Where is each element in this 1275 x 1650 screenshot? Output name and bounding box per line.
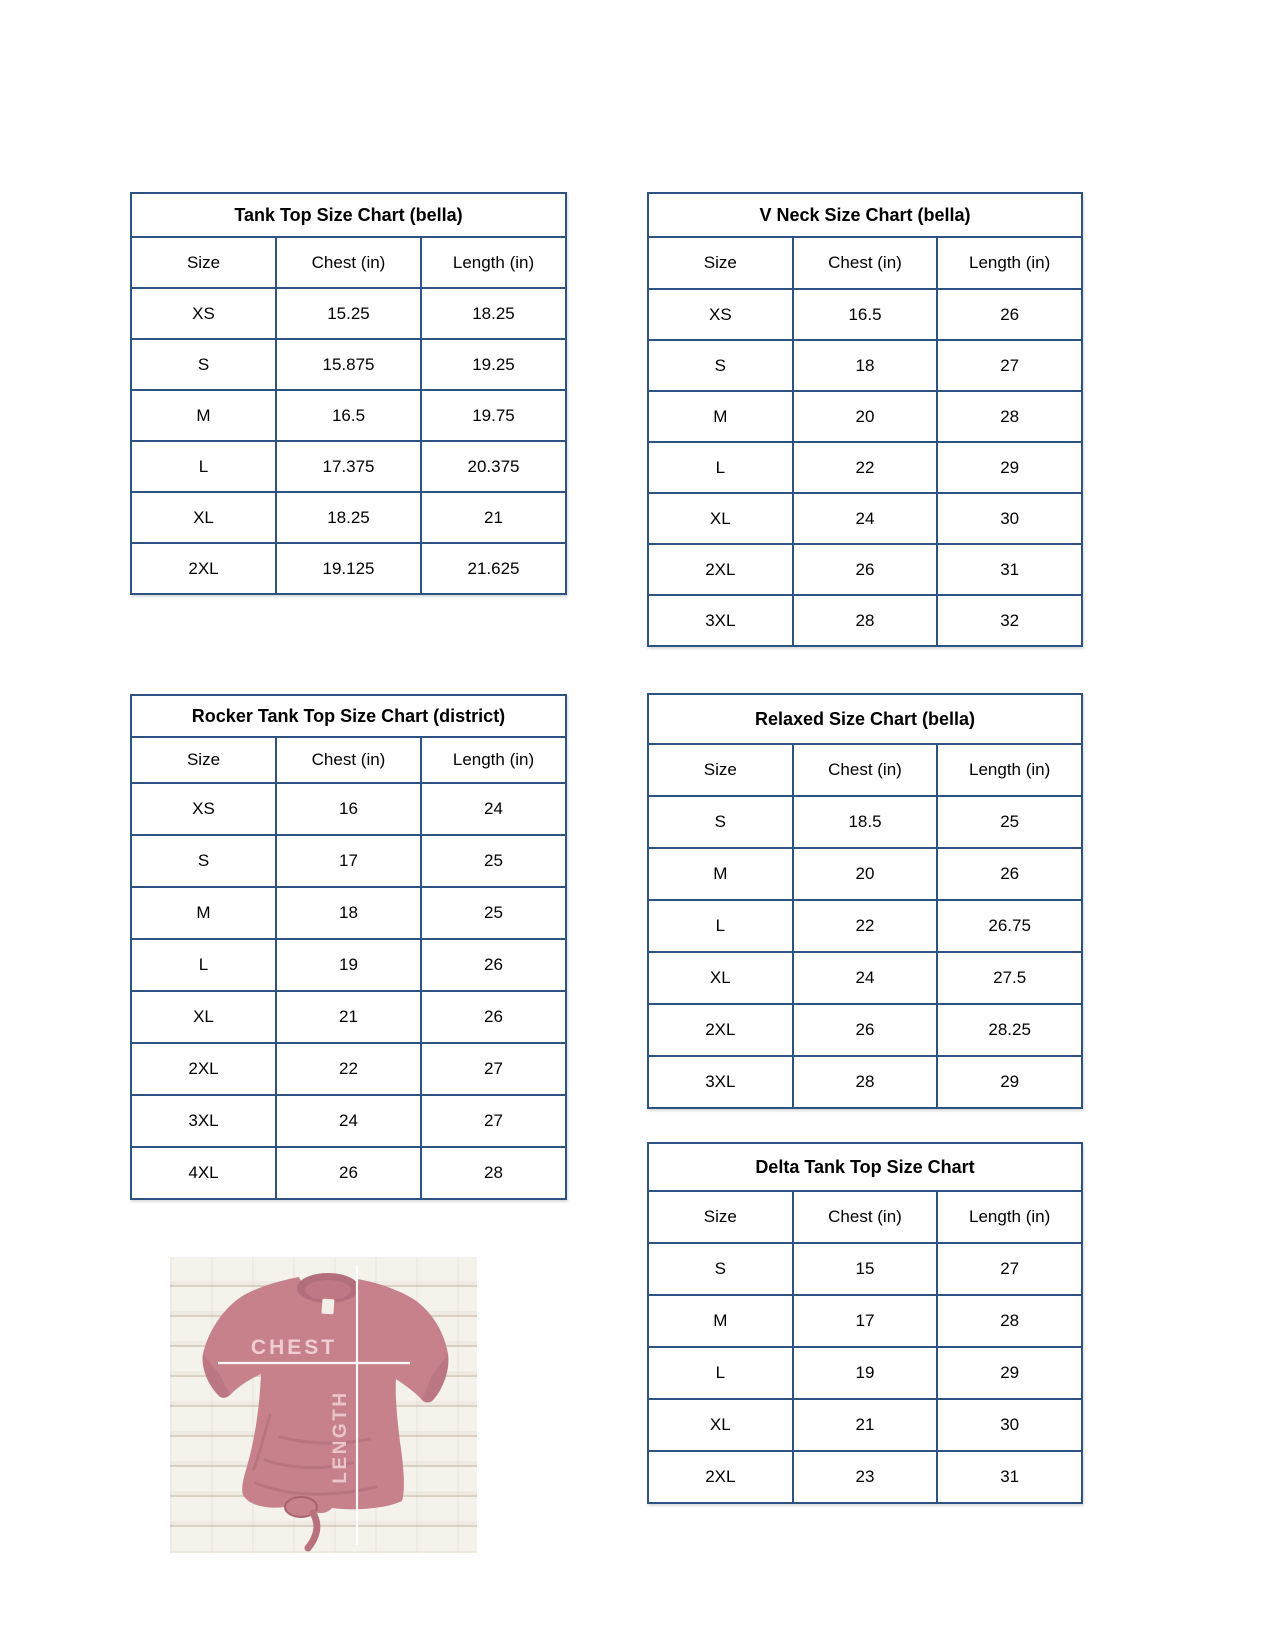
table-row bbox=[131, 887, 566, 939]
length-cell: 31 bbox=[937, 1451, 1082, 1503]
table-title: Relaxed Size Chart (bella) bbox=[648, 694, 1082, 744]
length-cell: 29 bbox=[937, 1347, 1082, 1399]
size-cell: 3XL bbox=[131, 1095, 276, 1147]
length-cell: 24 bbox=[421, 783, 566, 835]
table-row bbox=[131, 1043, 566, 1095]
size-cell: L bbox=[131, 939, 276, 991]
column-header-length: Length (in) bbox=[421, 737, 566, 783]
table-row bbox=[648, 1056, 1082, 1108]
length-cell: 25 bbox=[421, 835, 566, 887]
chest-cell: 19 bbox=[276, 939, 421, 991]
size-cell: M bbox=[131, 390, 276, 441]
size-cell: L bbox=[131, 441, 276, 492]
length-cell: 26 bbox=[937, 848, 1082, 900]
tshirt-illustration bbox=[170, 1257, 477, 1553]
column-header-size: Size bbox=[131, 237, 276, 288]
size-cell: M bbox=[131, 887, 276, 939]
column-header-chest: Chest (in) bbox=[793, 744, 938, 796]
chest-cell: 19.125 bbox=[276, 543, 421, 594]
table-row bbox=[648, 952, 1082, 1004]
table-row bbox=[648, 493, 1082, 544]
chest-cell: 26 bbox=[276, 1147, 421, 1199]
length-cell: 28.25 bbox=[937, 1004, 1082, 1056]
chest-cell: 18.25 bbox=[276, 492, 421, 543]
table-rocker-tank-district bbox=[130, 694, 567, 1200]
table-row bbox=[648, 848, 1082, 900]
size-cell: 3XL bbox=[648, 595, 793, 646]
chest-cell: 22 bbox=[793, 442, 938, 493]
column-header-chest: Chest (in) bbox=[793, 237, 938, 289]
chest-cell: 15.25 bbox=[276, 288, 421, 339]
size-cell: M bbox=[648, 1295, 793, 1347]
table-row bbox=[648, 544, 1082, 595]
size-cell: 2XL bbox=[648, 1004, 793, 1056]
chest-cell: 24 bbox=[793, 493, 938, 544]
column-header-size: Size bbox=[648, 1191, 793, 1243]
size-cell: XS bbox=[131, 288, 276, 339]
length-cell: 29 bbox=[937, 442, 1082, 493]
length-cell: 31 bbox=[937, 544, 1082, 595]
table-row bbox=[648, 1451, 1082, 1503]
length-cell: 27 bbox=[421, 1043, 566, 1095]
table-row bbox=[648, 1004, 1082, 1056]
chest-cell: 21 bbox=[793, 1399, 938, 1451]
size-cell: 4XL bbox=[131, 1147, 276, 1199]
length-cell: 21 bbox=[421, 492, 566, 543]
column-header-length: Length (in) bbox=[937, 237, 1082, 289]
length-cell: 27 bbox=[937, 340, 1082, 391]
column-header-size: Size bbox=[648, 237, 793, 289]
size-table bbox=[647, 693, 1083, 1109]
chest-cell: 22 bbox=[793, 900, 938, 952]
table-row bbox=[648, 340, 1082, 391]
column-header-chest: Chest (in) bbox=[276, 737, 421, 783]
length-cell: 27 bbox=[937, 1243, 1082, 1295]
size-cell: L bbox=[648, 900, 793, 952]
table-row bbox=[131, 1147, 566, 1199]
column-header-chest: Chest (in) bbox=[793, 1191, 938, 1243]
size-table bbox=[647, 192, 1083, 647]
size-cell: S bbox=[648, 796, 793, 848]
size-cell: 3XL bbox=[648, 1056, 793, 1108]
table-title: V Neck Size Chart (bella) bbox=[648, 193, 1082, 237]
chest-cell: 26 bbox=[793, 544, 938, 595]
length-cell: 18.25 bbox=[421, 288, 566, 339]
length-cell: 26 bbox=[937, 289, 1082, 340]
table-row bbox=[131, 783, 566, 835]
table-row bbox=[131, 543, 566, 594]
chest-cell: 24 bbox=[276, 1095, 421, 1147]
length-cell: 27 bbox=[421, 1095, 566, 1147]
chest-cell: 24 bbox=[793, 952, 938, 1004]
size-cell: XS bbox=[131, 783, 276, 835]
size-table bbox=[130, 694, 567, 1200]
size-cell: XL bbox=[131, 991, 276, 1043]
size-table bbox=[130, 192, 567, 595]
size-cell: S bbox=[648, 340, 793, 391]
length-cell: 25 bbox=[421, 887, 566, 939]
column-header-length: Length (in) bbox=[421, 237, 566, 288]
tshirt-neck-label bbox=[321, 1299, 334, 1315]
length-cell: 27.5 bbox=[937, 952, 1082, 1004]
size-cell: S bbox=[648, 1243, 793, 1295]
chest-cell: 20 bbox=[793, 391, 938, 442]
length-cell: 26 bbox=[421, 939, 566, 991]
table-row bbox=[131, 390, 566, 441]
chest-cell: 15.875 bbox=[276, 339, 421, 390]
size-cell: M bbox=[648, 391, 793, 442]
table-row bbox=[131, 939, 566, 991]
size-cell: M bbox=[648, 848, 793, 900]
chest-cell: 17.375 bbox=[276, 441, 421, 492]
length-cell: 25 bbox=[937, 796, 1082, 848]
size-cell: XL bbox=[131, 492, 276, 543]
chest-cell: 28 bbox=[793, 1056, 938, 1108]
length-cell: 19.75 bbox=[421, 390, 566, 441]
size-cell: 2XL bbox=[131, 1043, 276, 1095]
table-row bbox=[131, 991, 566, 1043]
chest-cell: 28 bbox=[793, 595, 938, 646]
chest-cell: 16.5 bbox=[276, 390, 421, 441]
table-title: Tank Top Size Chart (bella) bbox=[131, 193, 566, 237]
column-header-chest: Chest (in) bbox=[276, 237, 421, 288]
size-cell: L bbox=[648, 1347, 793, 1399]
table-row bbox=[648, 1399, 1082, 1451]
column-header-length: Length (in) bbox=[937, 744, 1082, 796]
chest-cell: 18 bbox=[276, 887, 421, 939]
length-cell: 28 bbox=[937, 391, 1082, 442]
table-tank-top-bella bbox=[130, 192, 567, 595]
table-row bbox=[648, 1347, 1082, 1399]
size-cell: XL bbox=[648, 1399, 793, 1451]
length-cell: 30 bbox=[937, 1399, 1082, 1451]
table-row bbox=[131, 339, 566, 390]
chest-cell: 17 bbox=[276, 835, 421, 887]
length-cell: 19.25 bbox=[421, 339, 566, 390]
column-header-length: Length (in) bbox=[937, 1191, 1082, 1243]
table-title: Delta Tank Top Size Chart bbox=[648, 1143, 1082, 1191]
table-row bbox=[131, 1095, 566, 1147]
table-row bbox=[648, 1243, 1082, 1295]
table-row bbox=[648, 796, 1082, 848]
size-cell: L bbox=[648, 442, 793, 493]
table-row bbox=[648, 595, 1082, 646]
chest-cell: 20 bbox=[793, 848, 938, 900]
table-row bbox=[648, 900, 1082, 952]
chest-cell: 18.5 bbox=[793, 796, 938, 848]
shirt-measurement-photo bbox=[170, 1257, 477, 1553]
table-row bbox=[648, 1295, 1082, 1347]
chest-cell: 18 bbox=[793, 340, 938, 391]
length-cell: 32 bbox=[937, 595, 1082, 646]
length-cell: 26 bbox=[421, 991, 566, 1043]
length-cell: 30 bbox=[937, 493, 1082, 544]
length-label: LENGTH bbox=[330, 1390, 351, 1484]
length-cell: 29 bbox=[937, 1056, 1082, 1108]
chest-cell: 26 bbox=[793, 1004, 938, 1056]
table-row bbox=[131, 288, 566, 339]
size-cell: XS bbox=[648, 289, 793, 340]
table-delta-tank-top bbox=[647, 1142, 1083, 1504]
size-cell: S bbox=[131, 835, 276, 887]
size-cell: S bbox=[131, 339, 276, 390]
table-row bbox=[648, 391, 1082, 442]
table-row bbox=[648, 442, 1082, 493]
table-row bbox=[131, 441, 566, 492]
chest-cell: 15 bbox=[793, 1243, 938, 1295]
length-cell: 20.375 bbox=[421, 441, 566, 492]
size-cell: XL bbox=[648, 493, 793, 544]
size-cell: 2XL bbox=[131, 543, 276, 594]
size-cell: 2XL bbox=[648, 1451, 793, 1503]
table-v-neck-bella bbox=[647, 192, 1083, 647]
chest-cell: 17 bbox=[793, 1295, 938, 1347]
length-cell: 28 bbox=[937, 1295, 1082, 1347]
size-cell: 2XL bbox=[648, 544, 793, 595]
tshirt-collar-inner bbox=[305, 1280, 351, 1300]
table-relaxed-bella bbox=[647, 693, 1083, 1109]
chest-label: CHEST bbox=[250, 1336, 338, 1359]
length-cell: 21.625 bbox=[421, 543, 566, 594]
table-row bbox=[648, 289, 1082, 340]
length-cell: 28 bbox=[421, 1147, 566, 1199]
chest-cell: 16 bbox=[276, 783, 421, 835]
table-row bbox=[131, 492, 566, 543]
column-header-size: Size bbox=[648, 744, 793, 796]
chest-cell: 19 bbox=[793, 1347, 938, 1399]
chest-cell: 16.5 bbox=[793, 289, 938, 340]
column-header-size: Size bbox=[131, 737, 276, 783]
tshirt-knot-tail bbox=[308, 1513, 317, 1548]
length-cell: 26.75 bbox=[937, 900, 1082, 952]
chest-cell: 22 bbox=[276, 1043, 421, 1095]
size-cell: XL bbox=[648, 952, 793, 1004]
size-table bbox=[647, 1142, 1083, 1504]
chest-cell: 21 bbox=[276, 991, 421, 1043]
table-row bbox=[131, 835, 566, 887]
table-title: Rocker Tank Top Size Chart (district) bbox=[131, 695, 566, 737]
chest-cell: 23 bbox=[793, 1451, 938, 1503]
